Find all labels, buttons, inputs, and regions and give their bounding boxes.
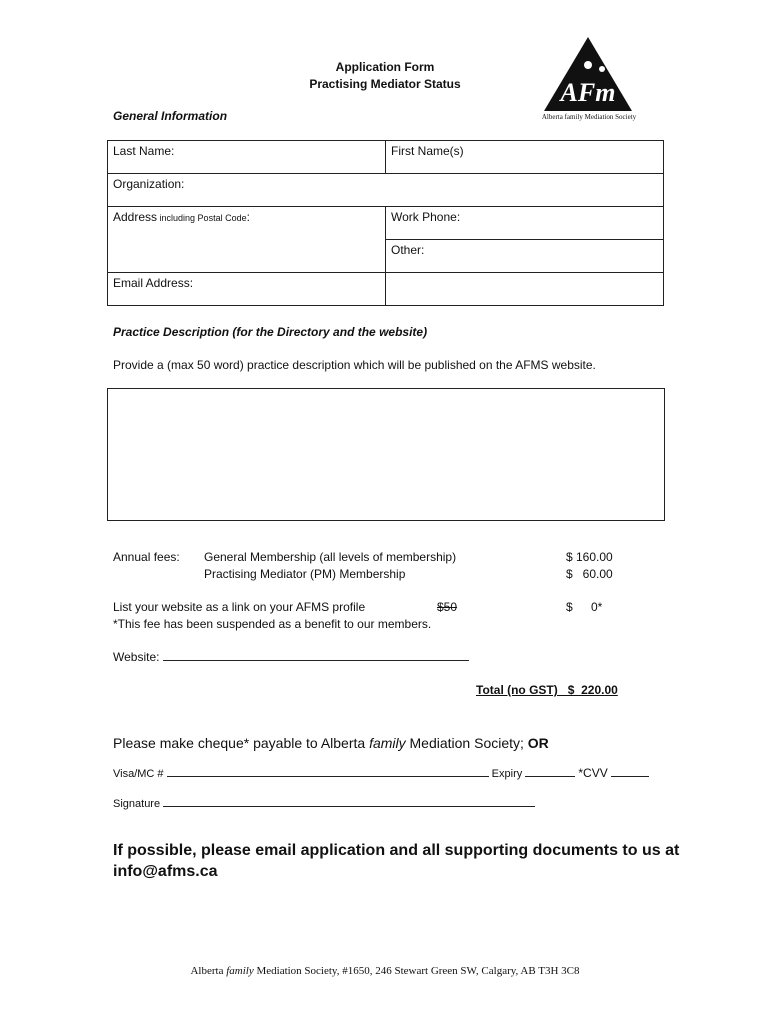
footer-suffix: Mediation Society, #1650, 246 Stewart Green SW, Calgary, AB T3H 3C8 <box>253 965 580 977</box>
expiry-label: Expiry <box>491 768 523 780</box>
website-blank[interactable] <box>163 650 469 661</box>
expiry-blank[interactable] <box>525 766 575 777</box>
website-link-amount: 0* <box>591 600 603 614</box>
visa-label: Visa/MC # <box>113 768 164 780</box>
other-phone-field[interactable]: Other: <box>391 243 425 257</box>
footer-prefix: Alberta <box>190 965 227 977</box>
afms-logo <box>540 35 636 127</box>
pm-membership-amount: $ 60.00 <box>566 567 613 581</box>
practice-instruction: Provide a (max 50 word) practice description which will be published on the AFMS website. <box>113 358 596 372</box>
signature-blank[interactable] <box>163 796 535 807</box>
svg-text:AFm: AFm <box>560 78 616 107</box>
signature-row <box>113 796 535 810</box>
address-field[interactable] <box>113 210 250 224</box>
cheque-or: OR <box>527 735 549 751</box>
cheque-instruction <box>113 735 549 751</box>
address-note: including Postal Code <box>157 213 247 223</box>
general-membership-amount: $ 160.00 <box>566 550 613 564</box>
form-subtitle: Practising Mediator Status <box>309 77 461 91</box>
signature-label: Signature <box>113 798 161 810</box>
suspended-note: *This fee has been suspended as a benefit to our members. <box>113 617 432 631</box>
pm-membership-label: Practising Mediator (PM) Membership <box>204 567 406 581</box>
form-title: Application Form <box>335 60 435 74</box>
general-info-heading: General Information <box>113 109 228 123</box>
address-colon: : <box>246 210 250 224</box>
last-name-field[interactable]: Last Name: <box>113 144 175 158</box>
total-amount: Total (no GST) $ 220.00 <box>476 683 618 697</box>
cheque-suffix: Mediation Society; <box>405 735 528 751</box>
practice-heading: Practice Description (for the Directory and the website) <box>113 325 428 339</box>
website-link-amount-sign: $ <box>566 600 573 614</box>
email-notice-address[interactable]: info@afms.ca <box>113 863 218 880</box>
organization-field[interactable]: Organization: <box>113 177 185 191</box>
website-link-price: $50 <box>437 600 458 614</box>
cvv-blank[interactable] <box>611 766 649 777</box>
visa-row <box>113 766 649 780</box>
footer-address <box>0 965 770 977</box>
website-link-label: List your website as a link on your AFMS profile <box>113 600 366 614</box>
general-membership-label: General Membership (all levels of membership) <box>204 550 457 564</box>
cheque-family: family <box>369 735 406 751</box>
cheque-prefix: Please make cheque* payable to Alberta <box>113 735 370 751</box>
first-name-field[interactable]: First Name(s) <box>391 144 464 158</box>
work-phone-field[interactable]: Work Phone: <box>391 210 461 224</box>
email-notice-line1: If possible, please email application and all supporting documents to us at <box>113 842 680 859</box>
logo-caption: Alberta family Mediation Society <box>541 113 637 121</box>
footer-family: family <box>226 965 254 977</box>
website-field[interactable] <box>113 650 469 664</box>
address-label: Address <box>113 210 158 224</box>
cvv-label: *CVV <box>578 766 608 780</box>
visa-number-blank[interactable] <box>167 766 489 777</box>
email-field[interactable]: Email Address: <box>113 276 194 290</box>
website-label: Website: <box>113 650 160 664</box>
practice-description-textarea[interactable] <box>107 388 665 521</box>
annual-fees-label: Annual fees: <box>113 550 180 564</box>
